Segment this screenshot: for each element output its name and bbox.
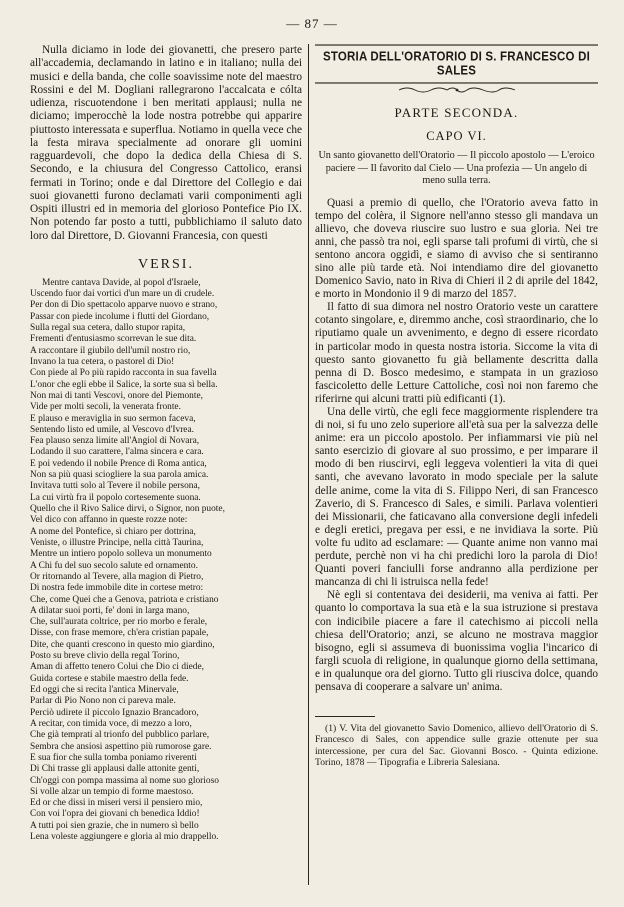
body-paragraph-1: Quasi a premio di quello, che l'Oratorio aveva fatto in tempo del colèra, il Signore nell'anno stesso gli mandava un allievo, che doveva riuscire suo lustro e sua gloria. Nei tre anni, che passò tra noi, egli sparse tali profumi di virtù, che si sentono ancora oggidì, e siamo di avviso che si sentiranno sino alle più tarde età. Noi intendiamo dire del giovanetto Domenico Savio, nato in Riva di Chieri il 2 di aprile del 1842, e morto in Mondonio il 9 di marzo del 1857. <box>315 196 598 301</box>
verse-block <box>30 278 302 844</box>
verse-line: Lena voleste aggiungere e gloria al mio drappello. <box>30 832 219 843</box>
column-divider <box>308 44 309 885</box>
verse-line: Fea plauso senza limite all'Angiol di Novara, <box>30 436 200 447</box>
verse-line: Che già tempratí al trionfo del pubblico parlare, <box>30 730 210 741</box>
verse-line: Non mai di tanti Vescovi, onore del Piemonte, <box>30 390 203 401</box>
verse-line: Che, come Quei che a Genova, patriota e cristiano <box>30 594 219 605</box>
verse-line: Parlar di Pio Nono non ci pareva male. <box>30 696 176 707</box>
verse-line: Lodando il suo carattere, l'alma sincera e cara. <box>30 447 204 458</box>
verse-line: Disse, con frase memore, ch'era cristian papale, <box>30 628 209 639</box>
verse-line: Con voi l'opra dei giovani ch benedica Iddio! <box>30 809 200 820</box>
right-column <box>315 44 598 885</box>
verse-line: Si volle alzar un tempio di forme maestoso. <box>30 786 194 797</box>
verse-line: Con piede al Po più rapido racconta in sua favella <box>30 368 217 379</box>
verse-line: Che, sull'aurata coltrice, per rio morbo e ferale, <box>30 617 208 628</box>
verse-line: Perciò udirete il piccolo Ignazio Brancadoro, <box>30 707 199 718</box>
part-title: PARTE SECONDA. <box>394 105 519 120</box>
verse-line: Invitava tutti solo al Tevere il nobile persona, <box>30 481 200 492</box>
verse-line: Sembra che ansiosi aspettino più rumorose gare. <box>30 741 212 752</box>
body-paragraph-3: Una delle virtù, che egli fece maggiormente risplendere tra di noi, si fu uno zelo superiore all'età sua per la salvezza delle anime: era un piccolo apostolo. Per infiammarsi vie più nel santo esercizio di giovare al suo prossimo, e per imparare il modo di ben riuscirvi, egli leggeva volentieri la vita di quei santi, che avevano lavorato in modo speciale per la salute delle anime, come la vita di S. Filippo Neri, di san Francesco Zaverio, di S. Francesco di Sales, e simili. Parlava volentieri dei Missionarii, che faticavano alla conversione degli infedeli e degli eretici, pregava per essi, e ne invidiava la sorte. Più volte fu udito ad esclamare: — Quante anime non vanno mai perdute, perchè non vi ha chi predichi loro la parola di Dio! Quanti poveri fanciulli forse andranno alla perdizione per mancanza di chi li istruisca nella fede! <box>315 406 598 589</box>
verse-line: Or ritornando al Tevere, alla magion di Pietro, <box>30 571 204 582</box>
verse-line: Invano la tua cetera, o pastorel di Dio! <box>30 356 175 367</box>
verse-line: Posto su breve clivio della regal Torino, <box>30 651 180 662</box>
verse-line: È sua fior che sulla tomba poniamo riverenti <box>30 752 197 763</box>
verse-line: Ed oggi che si recita l'antica Minervale, <box>30 685 179 695</box>
verse-line: A Chi fu del suo secolo salute ed ornamento. <box>30 560 198 571</box>
verse-line: Per don di Dio spettacolo apparve nuovo e strano, <box>30 300 218 311</box>
verse-line: Frementi d'entusiasmo scorrevan le sue dita. <box>30 334 197 345</box>
verse-line: A nome del Pontefice, sì chiaro per dottrina, <box>30 526 196 537</box>
verse-line: L'onor che egli ebbe il Salice, la sorte sua sì bella. <box>30 379 218 390</box>
verse-line: A tutti poi sien grazie, che in numero sì bello <box>30 820 199 831</box>
page-number: — 87 — <box>286 16 338 31</box>
verse-line: Sulla regal sua cetera, dallo stupor rapita, <box>30 323 186 333</box>
verse-line: Dite, che quanti crescono in questo mio giardino, <box>30 639 215 650</box>
verse-line: Passar con piede incolume i flutti del Giordano, <box>30 311 210 322</box>
verse-line: A recitar, con timida voce, di mezzo a loro, <box>30 718 192 729</box>
body-paragraph-2: Il fatto di sua dimora nel nostro Oratorio veste un carattere cotanto singolare, e, diremmo anche, così straordinario, che lo riputiamo quale un avvenimento, e degno di essere ricordato in particolar modo in questa nostra istoria. Siccome la vita di questo santo giovanetto fu già bellamente descritta dalla penna di D. Bosco medesimo, e stampata in un grazioso fascicoletto delle Letture Cattoliche, così noi non faremo che riferirne qui alcuni tratti più edificanti (1). <box>315 301 598 405</box>
verse-line: Uscendo fuor dai vortici d'un mare un di crudele. <box>30 289 215 300</box>
footnote: (1) V. Vita del giovanetto Savio Domenico, allievo dell'Oratorio di S. Francesco di Sales, con appendice sulle grazie ottenute per sua intercessione, per cura del Sac. Giovanni Bosco. - Quinta edizione. Torino, 1878 — Tipografia e Libreria Salesiana. <box>315 723 598 769</box>
verse-line: Ch'oggi con pompa massima al nome suo glorioso <box>30 775 219 786</box>
verse-line: Veniste, o illustre Principe, nella città Taurina, <box>30 537 204 548</box>
verse-line: La cui virtù fra il popolo cortesemente suona. <box>30 492 201 503</box>
verse-line: E plauso e meraviglia in suo sermon faceva, <box>30 413 196 424</box>
ornament-divider-icon <box>397 85 517 95</box>
intro-paragraph: Nulla diciamo in lode dei giovanetti, che presero parte all'accademia, declamando in latino e in italiano; nulla dei musici e della banda, che colle soavissime note del maestro Rossini e del M. Dogliani rallegrarono l'accalcata e cólta udienza, riscuotendone i ben meritati applausi; nulla ne diciamo; imperocchè la lode nostra potrebbe qui apparire piuttosto interessata e superflua. Notiamo in quella vece che la festa mirava specialmente ad onorare gli uomini ragguardevoli, che dopo la dedica della Chiesa di S. Secondo, e la chiusura del Congresso Cattolico, eransi fermati in Torino; onde e dal Direttore del Collegio e dai suoi giovanetti furono declamati varii componimenti agli Ospiti illustri ed in memoria del glorioso Pontefice Pio IX. Non potendo far posto a tutti, pubblichiamo il saluto dato loro dal Direttore, D. Giovanni Francesia, con questi <box>30 44 302 242</box>
verse-line: A raccontare il giubilo dell'umil nostro rio, <box>30 345 191 356</box>
verse-line: Aman di affetto tenero Colui che Dio ci diede, <box>30 662 204 673</box>
running-header-title: STORIA DELL'ORATORIO DI S. FRANCESCO DI SALES <box>315 44 598 83</box>
chapter-summary: Un santo giovanetto dell'Oratorio — Il piccolo apostolo — L'eroico paciere — Il favorito dal Cielo — Una profezia — Un angelo di meno sulla terra. <box>318 150 595 186</box>
footnote-rule <box>315 716 375 717</box>
chapter-title: CAPO VI. <box>426 129 487 143</box>
verse-line: A dilatar suoi porti, fe' doni in larga mano, <box>30 605 190 616</box>
verse-line: Quello che il Rivo Salice dirvi, o Signor, non puote, <box>30 504 225 514</box>
verse-line: Sentendo listo ed umile, al Vescovo d'Ivrea. <box>30 424 194 435</box>
verse-title: VERSI. <box>138 256 194 272</box>
body-paragraph-4: Nè egli si contentava dei desiderii, ma veniva ai fatti. Per quanto lo comportava la sua età e la sua istruzione si prestava con indicibile piacere a fare il catechismo ai piccoli nella chiesa dell'Oratorio; anzi, se alcuno ne mostrava maggior bisogno, egli si assumeva di buonissima voglia l'incarico di fargli scuola di religione, in qualunque giorno della settimana, e in qualunque ora del giorno. Tutto gli riusciva dolce, quando pensava di cooperare a salvare un' anima. <box>315 589 598 693</box>
verse-line: Di Chi trasse gli applausi dalle attonite genti, <box>30 764 200 775</box>
left-column <box>30 44 302 885</box>
verse-line: E poi vedendo il nobile Prence di Roma antica, <box>30 458 207 469</box>
verse-line: Di nostra fede immobile dite in cortese metro: <box>30 583 204 594</box>
verse-line: Mentre cantava Davide, al popol d'Israele, <box>42 277 201 288</box>
verse-line: Non sa più quasi sciogliere la sua parola amica. <box>30 470 209 481</box>
verse-line: Guida cortese e stabile maestro della fede. <box>30 673 189 684</box>
verse-line: Vide per molti secoli, la venerata fronte. <box>30 402 181 413</box>
verse-line: Mentre un intiero popolo solleva un monumento <box>30 549 212 560</box>
verse-line: Ed or che dissi in miseri versi il pensiero mio, <box>30 798 203 809</box>
verse-line: Vel dico con affanno in queste rozze note: <box>30 515 188 526</box>
